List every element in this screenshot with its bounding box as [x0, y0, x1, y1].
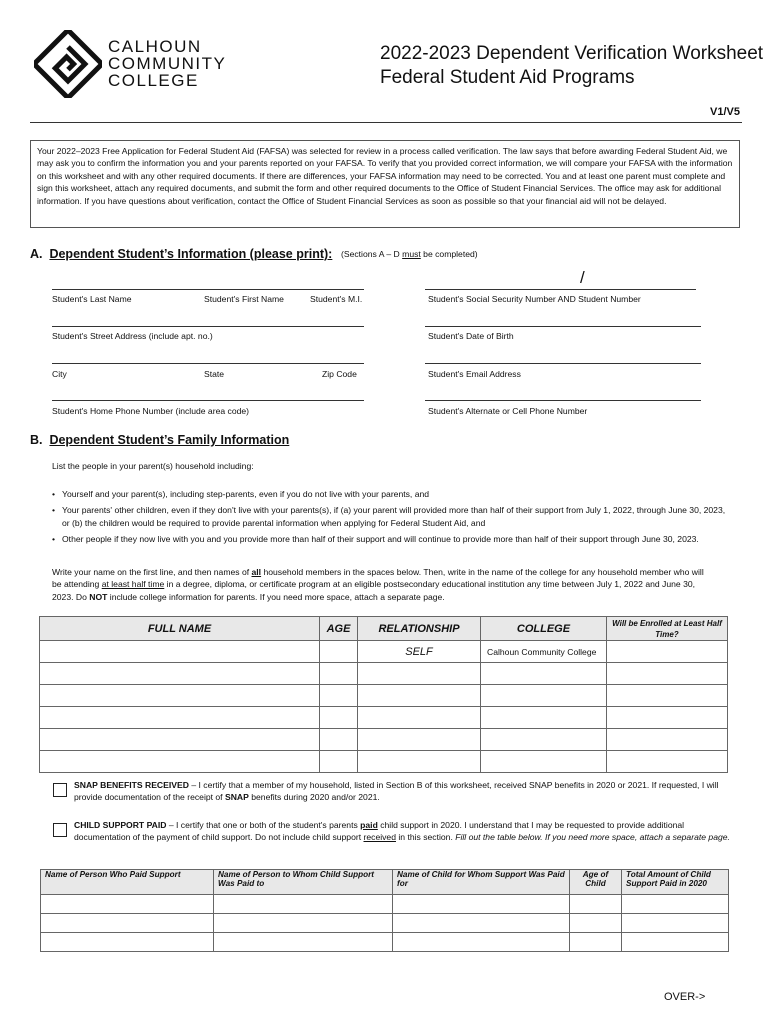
table-row[interactable] — [40, 685, 728, 707]
section-a-heading: A. Dependent Student’s Information (please print): — [30, 247, 333, 261]
child-support-checkbox[interactable] — [53, 823, 67, 837]
relationship-header: RELATIONSHIP — [358, 617, 481, 641]
table-row[interactable] — [40, 707, 728, 729]
home-phone-label: Student's Home Phone Number (include area code) — [52, 406, 250, 416]
intro-paragraph: Your 2022–2023 Free Application for Federal Student Aid (FAFSA) was selected for review in a process called verification. The law says that before awarding Federal Student Aid, we may ask you to confirm the information you and your parents reported on your FAFSA. To verify that you provided correct information, we will compare your FAFSA with the information on this worksheet and with any other required documents. If there are differences, your FAFSA information may need to be corrected. You and at least one parent must complete and sign this worksheet, attach any required documents, and submit the form and other required documents to the Office of Student Financial Services. The office may ask for additional information. If you have questions about verification, contact the Office of Student Financial Services as soon as possible so that your financial aid will not be delayed. — [30, 140, 740, 228]
college-wordmark: CALHOUN COMMUNITY COLLEGE — [108, 37, 227, 90]
city-label: City — [52, 369, 67, 379]
form-title: 2022-2023 Dependent Verification Worksheet Federal Student Aid Programs — [380, 43, 764, 88]
payer-header: Name of Person Who Paid Support — [41, 870, 214, 895]
form-version: V1/V5 — [710, 106, 740, 118]
child-name-header: Name of Child for Whom Support Was Paid for — [393, 870, 570, 895]
state-label: State — [204, 369, 225, 379]
child-support-statement: CHILD SUPPORT PAID – I certify that one or both of the student's parents paid child support in 2020. I understand that I may be requested to provide additional documentation of the payment of child support. Do not include child support received in this section. Fill out the table below. If you need more space, attach a separate page. — [74, 820, 730, 843]
age-header: AGE — [320, 617, 358, 641]
section-a-note: (Sections A – D must be completed) — [341, 249, 478, 259]
household-instructions: Write your name on the first line, and then names of all household members in the spaces below. Then, write in the name of the college for any household member who will be attending at least half time in a degree, diploma, or certificate program at an eligible postsecondary educational institution any time between July 1, 2022 and June 30, 2023. Do NOT include college information for parents. If you need more space, attach a separate page. — [52, 567, 704, 602]
zip-label: Zip Code — [322, 369, 357, 379]
household-table-header — [40, 617, 728, 641]
home-phone-line[interactable] — [52, 400, 364, 401]
child-age-header: Age of Child — [570, 870, 622, 895]
half-time-cell[interactable] — [607, 641, 728, 663]
college-header: COLLEGE — [481, 617, 607, 641]
list-item: • Yourself and your parent(s), including step-parents, even if you do not live with your parents, and — [52, 489, 430, 499]
table-row[interactable] — [40, 729, 728, 751]
ssn-separator: / — [580, 268, 585, 287]
header-divider — [30, 122, 742, 123]
first-name-label: Student's First Name — [204, 294, 284, 304]
child-support-table — [40, 869, 729, 952]
mi-label: Student's M.I. — [310, 294, 363, 304]
last-name-label: Student's Last Name — [52, 294, 132, 304]
snap-statement: SNAP BENEFITS RECEIVED – I certify that a member of my household, listed in Section B of this worksheet, received SNAP benefits in 2020 or 2021. If requested, I will provide documentation of the receipt of SNAP benefits during 2020 and/or 2021. — [74, 780, 719, 803]
dob-label: Student's Date of Birth — [428, 331, 514, 341]
page-turn-indicator: OVER-> — [664, 991, 706, 1003]
table-row[interactable] — [40, 751, 728, 773]
alt-phone-line[interactable] — [425, 400, 701, 401]
table-row[interactable] — [41, 895, 729, 914]
dob-line[interactable] — [425, 326, 701, 327]
street-address-line[interactable] — [52, 326, 364, 327]
table-row[interactable] — [40, 663, 728, 685]
student-ssn-line[interactable] — [425, 289, 696, 290]
household-bullets — [52, 488, 728, 546]
age-cell[interactable] — [320, 641, 358, 663]
amount-header: Total Amount of Child Support Paid in 2020 — [622, 870, 729, 895]
full-name-header: FULL NAME — [40, 617, 320, 641]
email-line[interactable] — [425, 363, 701, 364]
name-cell[interactable] — [40, 641, 320, 663]
alt-phone-label: Student's Alternate or Cell Phone Number — [428, 406, 588, 416]
section-b-heading: B. Dependent Student’s Family Information — [30, 433, 290, 447]
relationship-cell[interactable]: SELF — [358, 641, 481, 663]
table-row — [40, 641, 728, 663]
college-cell[interactable]: Calhoun Community College — [481, 641, 607, 663]
list-item: • Other people if they now live with you and you provide more than half of their support and will continue to provide more than half of their support through June 30, 2023. — [52, 534, 699, 545]
email-label: Student's Email Address — [428, 369, 521, 379]
street-label: Student's Street Address (include apt. no.) — [52, 331, 213, 341]
list-item: • Your parents' other children, even if they don't live with your parents(s), if (a) your parent will provided more than half of their support from July 1, 2022, through June 30, 2023, or (b) the children would be required to provide parental information when applying for Federal Student Aid, and — [52, 505, 726, 528]
household-list-intro: List the people in your parent(s) household including: — [52, 461, 254, 471]
table-row[interactable] — [41, 914, 729, 933]
city-state-zip-line[interactable] — [52, 363, 364, 364]
half-time-header: Will be Enrolled at Least Half Time? — [607, 617, 728, 641]
table-row[interactable] — [41, 933, 729, 952]
household-table — [39, 616, 728, 773]
payee-header: Name of Person to Whom Child Support Was Paid to — [214, 870, 393, 895]
student-name-line[interactable] — [52, 289, 364, 290]
child-support-table-header — [41, 870, 729, 895]
snap-checkbox[interactable] — [53, 783, 67, 797]
college-logo-icon — [34, 30, 102, 98]
ssn-label: Student's Social Security Number AND Student Number — [428, 294, 641, 304]
